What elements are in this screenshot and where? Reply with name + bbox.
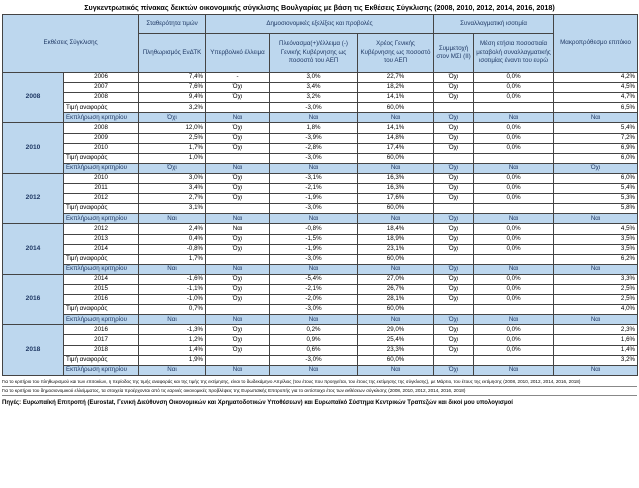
reference-debt-cell: 60,0%	[358, 153, 434, 163]
criterion-label: Εκπλήρωση κριτηρίου	[64, 163, 139, 173]
long-rate-cell: 7,2%	[554, 133, 638, 143]
data-year-cell: 2016	[64, 325, 139, 335]
criterion-debt-cell: Ναι	[358, 365, 434, 375]
long-rate-cell: 3,3%	[554, 274, 638, 284]
criterion-exchange-cell: Ναι	[474, 315, 554, 325]
debt-cell: 18,4%	[358, 224, 434, 234]
criterion-exchange-cell: Ναι	[474, 264, 554, 274]
reference-label: Τιμή αναφοράς	[64, 153, 139, 163]
balance-cell: -1,9%	[270, 244, 358, 254]
reference-empty-cell	[434, 204, 474, 214]
reference-debt-cell: 60,0%	[358, 103, 434, 113]
note-deficit: Για το κριτήριο του δημοσιονομικού ελλείμματος, τα στοιχεία προέρχονται από τις εαρινές οικονομικές προβλέψεις της Ευρωπαϊκής Επιτροπής για το αντίστοιχο έτος των εκθέσεων σύγκλισης (2008, 2010, 2012, 2014, 2016, 2018)	[2, 387, 637, 396]
exchange-change-cell: 0,0%	[474, 284, 554, 294]
criterion-label: Εκπλήρωση κριτηρίου	[64, 264, 139, 274]
header-exchange-change: Μέση ετήσια ποσοστιαία μεταβολή συναλλαγματικής ισοτιμίας έναντι του ευρώ	[474, 34, 554, 73]
reference-empty-cell	[474, 254, 554, 264]
exchange-change-cell: 0,0%	[474, 184, 554, 194]
criterion-row	[3, 163, 638, 173]
inflation-cell: 9,4%	[139, 93, 206, 103]
criterion-row	[3, 113, 638, 123]
criterion-excessive-deficit-cell: Ναι	[206, 264, 270, 274]
header-debt: Χρέος Γενικής Κυβέρνησης ως ποσοστό του ΑΕΠ	[358, 34, 434, 73]
excessive-deficit-cell: Όχι	[206, 345, 270, 355]
debt-cell: 14,8%	[358, 133, 434, 143]
debt-cell: 27,0%	[358, 274, 434, 284]
source-line: Πηγές: Ευρωπαϊκή Επιτροπή (Eurostat, Γενική Διεύθυνση Οικονομικών και Χρηματοδοτικών Υποθέσεων) και Ευρωπαϊκό Σύστημα Κεντρικών Τραπεζών και δικοί μου υπολογισμοί	[2, 399, 513, 406]
reference-empty-cell	[434, 153, 474, 163]
criterion-excessive-deficit-cell: Ναι	[206, 113, 270, 123]
criterion-exchange-cell: Ναι	[474, 365, 554, 375]
data-year-cell: 2010	[64, 143, 139, 153]
balance-cell: 3,4%	[270, 83, 358, 93]
reference-debt-cell: 60,0%	[358, 355, 434, 365]
balance-cell: -1,9%	[270, 194, 358, 204]
exchange-change-cell: 0,0%	[474, 224, 554, 234]
criterion-label: Εκπλήρωση κριτηρίου	[64, 214, 139, 224]
reference-empty-cell	[206, 204, 270, 214]
reference-empty-cell	[206, 103, 270, 113]
balance-cell: -1,5%	[270, 234, 358, 244]
erm-cell: Όχι	[434, 284, 474, 294]
notes	[2, 378, 637, 396]
balance-cell: 3,0%	[270, 73, 358, 83]
criterion-inflation-cell: Ναι	[139, 214, 206, 224]
data-year-cell: 2012	[64, 224, 139, 234]
erm-cell: Όχι	[434, 224, 474, 234]
reference-label: Τιμή αναφοράς	[64, 204, 139, 214]
debt-cell: 29,0%	[358, 325, 434, 335]
reference-empty-cell	[474, 103, 554, 113]
criterion-excessive-deficit-cell: Ναι	[206, 365, 270, 375]
reference-empty-cell	[434, 103, 474, 113]
long-rate-cell: 3,5%	[554, 234, 638, 244]
erm-cell: Όχι	[434, 173, 474, 183]
balance-cell: -2,1%	[270, 284, 358, 294]
inflation-cell: 12,0%	[139, 123, 206, 133]
criterion-balance-cell: Ναι	[270, 315, 358, 325]
exchange-change-cell: 0,0%	[474, 83, 554, 93]
reference-empty-cell	[434, 355, 474, 365]
criterion-exchange-cell: Ναι	[474, 113, 554, 123]
report-year-cell: 2010	[3, 123, 64, 173]
criterion-long-rate-cell: Όχι	[554, 163, 638, 173]
debt-cell: 16,3%	[358, 173, 434, 183]
balance-cell: -5,4%	[270, 274, 358, 284]
reference-empty-cell	[474, 153, 554, 163]
excessive-deficit-cell: Όχι	[206, 274, 270, 284]
exchange-change-cell: 0,0%	[474, 73, 554, 83]
table-row	[3, 224, 638, 234]
note-inflation: Για το κριτήριο του πληθωρισμού και των επιτοκίων, η περίοδος της τιμής αναφοράς και της τιμής της εκτίμησης, είναι το δωδεκάμηνο Απρίλιος (του έτους που προηγείται, του έτους της εκτίμησης της σύγκλισης), με Μάρτιο, του έτους της εκτίμησης (2008, 2010, 2012, 2014, 2016, 2018)	[2, 378, 637, 387]
criterion-erm-cell: Όχι	[434, 264, 474, 274]
criterion-debt-cell: Ναι	[358, 163, 434, 173]
excessive-deficit-cell: Όχι	[206, 325, 270, 335]
erm-cell: Όχι	[434, 345, 474, 355]
balance-cell: 0,9%	[270, 335, 358, 345]
reference-long-rate-cell: 5,8%	[554, 204, 638, 214]
exchange-change-cell: 0,0%	[474, 143, 554, 153]
criterion-label: Εκπλήρωση κριτηρίου	[64, 315, 139, 325]
criterion-long-rate-cell: Ναι	[554, 113, 638, 123]
criterion-exchange-cell: Ναι	[474, 214, 554, 224]
long-rate-cell: 2,5%	[554, 295, 638, 305]
debt-cell: 17,6%	[358, 194, 434, 204]
table-row	[3, 83, 638, 93]
debt-cell: 14,1%	[358, 93, 434, 103]
data-year-cell: 2010	[64, 173, 139, 183]
criterion-long-rate-cell: Ναι	[554, 365, 638, 375]
inflation-cell: 1,4%	[139, 345, 206, 355]
reference-empty-cell	[206, 254, 270, 264]
debt-cell: 18,2%	[358, 83, 434, 93]
exchange-change-cell: 0,0%	[474, 133, 554, 143]
reference-empty-cell	[434, 305, 474, 315]
table-row	[3, 244, 638, 254]
long-rate-cell: 6,9%	[554, 143, 638, 153]
exchange-change-cell: 0,0%	[474, 325, 554, 335]
debt-cell: 16,3%	[358, 184, 434, 194]
exchange-change-cell: 0,0%	[474, 274, 554, 284]
reference-balance-cell: -3,0%	[270, 355, 358, 365]
table-row	[3, 345, 638, 355]
header-inflation: Πληθωρισμός ΕνΔΤΚ	[139, 34, 206, 73]
long-rate-cell: 3,5%	[554, 244, 638, 254]
report-year-cell: 2014	[3, 224, 64, 274]
balance-cell: -3,9%	[270, 133, 358, 143]
reference-label: Τιμή αναφοράς	[64, 305, 139, 315]
criterion-row	[3, 365, 638, 375]
criterion-long-rate-cell: Ναι	[554, 264, 638, 274]
table-row	[3, 93, 638, 103]
data-year-cell: 2006	[64, 73, 139, 83]
balance-cell: 0,6%	[270, 345, 358, 355]
header-fiscal: Δημοσιονομικές εξελίξεις και προβολές	[206, 15, 434, 34]
erm-cell: Όχι	[434, 295, 474, 305]
debt-cell: 14,1%	[358, 123, 434, 133]
debt-cell: 18,9%	[358, 234, 434, 244]
erm-cell: Όχι	[434, 93, 474, 103]
reference-empty-cell	[474, 305, 554, 315]
debt-cell: 17,4%	[358, 143, 434, 153]
table-row	[3, 143, 638, 153]
inflation-cell: 3,0%	[139, 173, 206, 183]
criterion-balance-cell: Ναι	[270, 264, 358, 274]
exchange-change-cell: 0,0%	[474, 244, 554, 254]
reference-balance-cell: -3,0%	[270, 305, 358, 315]
inflation-cell: 7,6%	[139, 83, 206, 93]
erm-cell: Όχι	[434, 274, 474, 284]
header-balance: Πλεόνασμα(+)/έλλειμα (-) Γενικής Κυβέρνησης ως ποσοστό του ΑΕΠ	[270, 34, 358, 73]
balance-cell: -2,8%	[270, 143, 358, 153]
report-year-cell: 2008	[3, 73, 64, 123]
reference-balance-cell: -3,0%	[270, 153, 358, 163]
data-year-cell: 2013	[64, 234, 139, 244]
erm-cell: Όχι	[434, 83, 474, 93]
reference-row	[3, 204, 638, 214]
header-erm: Συμμετοχή στον ΜΣΙ (ΙΙ)	[434, 34, 474, 73]
erm-cell: Όχι	[434, 123, 474, 133]
data-year-cell: 2014	[64, 274, 139, 284]
table-title: Συγκεντρωτικός πίνακας δεικτών οικονομικής σύγκλισης Βουλγαρίας με βάση τις Εκθέσεις Σύγκλισης (2008, 2010, 2012, 2014, 2016, 2018)	[84, 3, 555, 12]
reference-empty-cell	[206, 305, 270, 315]
erm-cell: Όχι	[434, 133, 474, 143]
header-exchange: Συναλλαγματική ισοτιμία	[434, 15, 554, 34]
criterion-exchange-cell: Ναι	[474, 163, 554, 173]
erm-cell: Όχι	[434, 184, 474, 194]
table-row	[3, 194, 638, 204]
debt-cell: 26,7%	[358, 284, 434, 294]
debt-cell: 23,1%	[358, 244, 434, 254]
data-year-cell: 2017	[64, 335, 139, 345]
data-year-cell: 2009	[64, 133, 139, 143]
header-price-stability: Σταθερότητα τιμών	[139, 15, 206, 34]
criterion-long-rate-cell: Ναι	[554, 315, 638, 325]
reference-row	[3, 254, 638, 264]
balance-cell: -0,8%	[270, 224, 358, 234]
long-rate-cell: 4,7%	[554, 93, 638, 103]
reference-long-rate-cell: 3,2%	[554, 355, 638, 365]
exchange-change-cell: 0,0%	[474, 173, 554, 183]
erm-cell: Όχι	[434, 335, 474, 345]
header-excessive-deficit: Υπερβολικό έλλειμα	[206, 34, 270, 73]
data-year-cell: 2018	[64, 345, 139, 355]
long-rate-cell: 6,0%	[554, 173, 638, 183]
inflation-cell: -0,8%	[139, 244, 206, 254]
criterion-debt-cell: Ναι	[358, 214, 434, 224]
data-year-cell: 2008	[64, 93, 139, 103]
excessive-deficit-cell: Όχι	[206, 284, 270, 294]
erm-cell: Όχι	[434, 194, 474, 204]
criterion-excessive-deficit-cell: Ναι	[206, 214, 270, 224]
reference-long-rate-cell: 4,0%	[554, 305, 638, 315]
report-year-cell: 2016	[3, 274, 64, 324]
reference-empty-cell	[206, 355, 270, 365]
criterion-balance-cell: Ναι	[270, 113, 358, 123]
table-row	[3, 284, 638, 294]
table-row	[3, 73, 638, 83]
criterion-inflation-cell: Ναι	[139, 365, 206, 375]
balance-cell: -2,1%	[270, 184, 358, 194]
debt-cell: 22,7%	[358, 73, 434, 83]
long-rate-cell: 1,4%	[554, 345, 638, 355]
balance-cell: 3,2%	[270, 93, 358, 103]
inflation-cell: -1,6%	[139, 274, 206, 284]
long-rate-cell: 2,5%	[554, 284, 638, 294]
criterion-debt-cell: Ναι	[358, 113, 434, 123]
excessive-deficit-cell: Όχι	[206, 295, 270, 305]
debt-cell: 28,1%	[358, 295, 434, 305]
excessive-deficit-cell: Όχι	[206, 83, 270, 93]
table-body	[3, 73, 638, 376]
inflation-cell: -1,1%	[139, 284, 206, 294]
data-year-cell: 2012	[64, 194, 139, 204]
reference-inflation-cell: 3,2%	[139, 103, 206, 113]
balance-cell: 1,8%	[270, 123, 358, 133]
erm-cell: Όχι	[434, 234, 474, 244]
criterion-inflation-cell: Ναι	[139, 264, 206, 274]
inflation-cell: 0,4%	[139, 234, 206, 244]
report-year-cell: 2018	[3, 325, 64, 375]
report-year-cell: 2012	[3, 173, 64, 223]
inflation-cell: -1,0%	[139, 295, 206, 305]
long-rate-cell: 4,2%	[554, 73, 638, 83]
reference-label: Τιμή αναφοράς	[64, 254, 139, 264]
excessive-deficit-cell: Όχι	[206, 133, 270, 143]
table-row	[3, 234, 638, 244]
reference-balance-cell: -3,0%	[270, 204, 358, 214]
criterion-excessive-deficit-cell: Ναι	[206, 315, 270, 325]
reference-inflation-cell: 3,1%	[139, 204, 206, 214]
criterion-erm-cell: Όχι	[434, 214, 474, 224]
reference-row	[3, 153, 638, 163]
balance-cell: -3,1%	[270, 173, 358, 183]
inflation-cell: 7,4%	[139, 73, 206, 83]
exchange-change-cell: 0,0%	[474, 194, 554, 204]
long-rate-cell: 5,4%	[554, 123, 638, 133]
criterion-row	[3, 214, 638, 224]
long-rate-cell: 4,5%	[554, 224, 638, 234]
excessive-deficit-cell: Όχι	[206, 244, 270, 254]
balance-cell: -2,0%	[270, 295, 358, 305]
excessive-deficit-cell: Όχι	[206, 93, 270, 103]
reference-empty-cell	[434, 254, 474, 264]
reference-long-rate-cell: 6,0%	[554, 153, 638, 163]
reference-debt-cell: 60,0%	[358, 305, 434, 315]
convergence-table	[2, 14, 638, 376]
inflation-cell: 1,2%	[139, 335, 206, 345]
reference-row	[3, 103, 638, 113]
criterion-label: Εκπλήρωση κριτηρίου	[64, 365, 139, 375]
inflation-cell: 2,7%	[139, 194, 206, 204]
long-rate-cell: 5,4%	[554, 184, 638, 194]
inflation-cell: 2,5%	[139, 133, 206, 143]
reference-empty-cell	[474, 355, 554, 365]
criterion-debt-cell: Ναι	[358, 315, 434, 325]
criterion-balance-cell: Ναι	[270, 163, 358, 173]
table-row	[3, 274, 638, 284]
criterion-long-rate-cell: Ναι	[554, 214, 638, 224]
table-row	[3, 123, 638, 133]
exchange-change-cell: 0,0%	[474, 123, 554, 133]
data-year-cell: 2014	[64, 244, 139, 254]
reference-balance-cell: -3,0%	[270, 103, 358, 113]
reference-debt-cell: 60,0%	[358, 204, 434, 214]
table-row	[3, 133, 638, 143]
criterion-debt-cell: Ναι	[358, 264, 434, 274]
reference-empty-cell	[206, 153, 270, 163]
erm-cell: Όχι	[434, 73, 474, 83]
erm-cell: Όχι	[434, 143, 474, 153]
exchange-change-cell: 0,0%	[474, 234, 554, 244]
long-rate-cell: 2,3%	[554, 325, 638, 335]
erm-cell: Όχι	[434, 325, 474, 335]
long-rate-cell: 5,3%	[554, 194, 638, 204]
reference-inflation-cell: 1,9%	[139, 355, 206, 365]
debt-cell: 23,3%	[358, 345, 434, 355]
data-year-cell: 2007	[64, 83, 139, 93]
excessive-deficit-cell: Όχι	[206, 194, 270, 204]
reference-row	[3, 355, 638, 365]
erm-cell: Όχι	[434, 244, 474, 254]
reference-long-rate-cell: 6,5%	[554, 103, 638, 113]
table-row	[3, 295, 638, 305]
data-year-cell: 2016	[64, 295, 139, 305]
excessive-deficit-cell: Όχι	[206, 335, 270, 345]
criterion-erm-cell: Όχι	[434, 315, 474, 325]
criterion-row	[3, 264, 638, 274]
criterion-balance-cell: Ναι	[270, 365, 358, 375]
exchange-change-cell: 0,0%	[474, 345, 554, 355]
excessive-deficit-cell: -	[206, 73, 270, 83]
excessive-deficit-cell: Όχι	[206, 173, 270, 183]
reference-inflation-cell: 0,7%	[139, 305, 206, 315]
criterion-inflation-cell: Όχι	[139, 113, 206, 123]
table-row	[3, 173, 638, 183]
inflation-cell: 3,4%	[139, 184, 206, 194]
reference-row	[3, 305, 638, 315]
inflation-cell: 1,7%	[139, 143, 206, 153]
criterion-row	[3, 315, 638, 325]
header-long-rate: Μακροπρόθεσμο επιτόκιο	[554, 15, 638, 73]
criterion-erm-cell: Όχι	[434, 113, 474, 123]
debt-cell: 25,4%	[358, 335, 434, 345]
reference-inflation-cell: 1,7%	[139, 254, 206, 264]
exchange-change-cell: 0,0%	[474, 335, 554, 345]
long-rate-cell: 4,5%	[554, 83, 638, 93]
criterion-erm-cell: Όχι	[434, 163, 474, 173]
reference-label: Τιμή αναφοράς	[64, 103, 139, 113]
reference-label: Τιμή αναφοράς	[64, 355, 139, 365]
data-year-cell: 2008	[64, 123, 139, 133]
inflation-cell: -1,3%	[139, 325, 206, 335]
reference-long-rate-cell: 6,2%	[554, 254, 638, 264]
long-rate-cell: 1,6%	[554, 335, 638, 345]
excessive-deficit-cell: Όχι	[206, 184, 270, 194]
criterion-inflation-cell: Ναι	[139, 315, 206, 325]
data-year-cell: 2015	[64, 284, 139, 294]
inflation-cell: 2,4%	[139, 224, 206, 234]
reference-balance-cell: -3,0%	[270, 254, 358, 264]
criterion-erm-cell: Όχι	[434, 365, 474, 375]
balance-cell: 0,2%	[270, 325, 358, 335]
excessive-deficit-cell: Όχι	[206, 123, 270, 133]
excessive-deficit-cell: Ναι	[206, 224, 270, 234]
excessive-deficit-cell: Όχι	[206, 143, 270, 153]
data-year-cell: 2011	[64, 184, 139, 194]
reference-debt-cell: 60,0%	[358, 254, 434, 264]
criterion-balance-cell: Ναι	[270, 214, 358, 224]
criterion-label: Εκπλήρωση κριτηρίου	[64, 113, 139, 123]
table-row	[3, 184, 638, 194]
excessive-deficit-cell: Όχι	[206, 234, 270, 244]
reference-empty-cell	[474, 204, 554, 214]
table-row	[3, 335, 638, 345]
header-reports: Εκθέσεις Σύγκλισης	[3, 15, 139, 73]
exchange-change-cell: 0,0%	[474, 93, 554, 103]
criterion-excessive-deficit-cell: Ναι	[206, 163, 270, 173]
table-row	[3, 325, 638, 335]
criterion-inflation-cell: Όχι	[139, 163, 206, 173]
reference-inflation-cell: 1,0%	[139, 153, 206, 163]
exchange-change-cell: 0,0%	[474, 295, 554, 305]
